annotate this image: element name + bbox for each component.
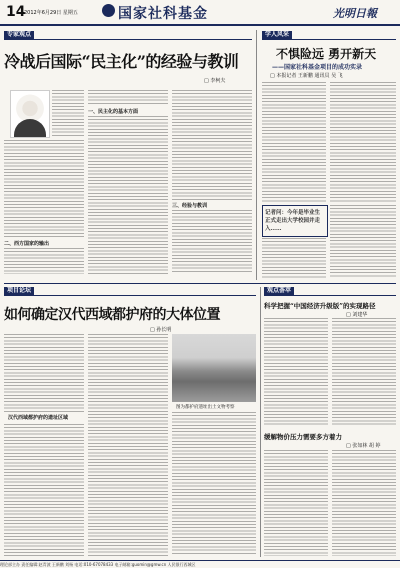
text-block xyxy=(332,318,396,426)
main-subhead-1: 一、民主化的基本方面 xyxy=(88,109,139,115)
main-subhead-3: 三、经验与教训 xyxy=(172,203,208,209)
page-footer: 理论部主办 责任编辑:赵青波 王新鹏 刘杨 电话:010-67078433 电子邮箱:guomin@gmw.cn 人民银行西城区 xyxy=(0,560,400,568)
text-block xyxy=(52,90,84,138)
text-block xyxy=(88,334,168,556)
column-divider xyxy=(256,30,257,280)
archaeological-site-photo xyxy=(172,334,256,402)
main-article-author: □ 李柯夫 xyxy=(204,78,226,84)
scholar-article-author: □ 本报记者 王新鹏 通讯员 吴 飞 xyxy=(270,73,343,79)
issue-date: 2012年6月29日 星期五 xyxy=(24,10,78,16)
forum-article-title: 如何确定汉代西域都护府的大体位置 xyxy=(4,307,220,323)
section-title: 国家社科基金 xyxy=(118,6,208,22)
section-tag-viewpoint: 观点荟萃 xyxy=(264,287,294,295)
forum-article-author: □ 孙长明 xyxy=(150,327,172,333)
text-block xyxy=(172,412,256,556)
page-number: 14 xyxy=(6,4,26,20)
text-block xyxy=(172,90,252,200)
text-block xyxy=(88,116,168,274)
author-portrait xyxy=(10,90,50,138)
newspaper-brand: 光明日報 xyxy=(333,7,377,20)
text-block xyxy=(4,140,84,238)
pull-quote: 记者问：今年是毕业生正式走出大学校园并走入…… xyxy=(265,210,321,232)
horizontal-divider xyxy=(4,283,396,284)
text-block xyxy=(172,210,252,274)
text-block xyxy=(88,90,168,106)
text-block xyxy=(330,82,396,202)
viewpoint-1-author: □ 刘建华 xyxy=(346,312,368,318)
section-rule xyxy=(262,39,396,40)
scholar-article-title: 不惧险远 勇开新天 xyxy=(276,47,377,61)
portrait-suit xyxy=(14,119,46,138)
forum-subhead: 汉代西域都护府的遗址区域 xyxy=(8,415,69,421)
text-block xyxy=(4,424,84,556)
section-tag-project-forum: 项目论坛 xyxy=(4,287,34,295)
text-block xyxy=(330,205,396,278)
viewpoint-1-title: 科学把握“中国经济升级版”的实现路径 xyxy=(264,302,376,310)
main-article-title: 冷战后国际“民主化”的经验与教训 xyxy=(4,52,239,71)
text-block xyxy=(262,82,326,202)
text-block xyxy=(4,248,84,274)
section-rule xyxy=(4,295,256,296)
photo-caption: 图为都护府遗址出土文物考察 xyxy=(176,405,235,410)
text-block xyxy=(332,450,396,556)
text-block xyxy=(4,334,84,412)
text-block xyxy=(264,318,328,426)
viewpoint-2-title: 缓解物价压力需要多方着力 xyxy=(264,433,342,441)
section-tag-expert-view: 专家观点 xyxy=(4,31,34,39)
scholar-article-subtitle: ——国家社科基金项目的成功实录 xyxy=(272,64,363,71)
column-divider xyxy=(260,287,261,557)
section-rule xyxy=(4,39,252,40)
logo-icon xyxy=(102,4,115,17)
main-subhead-2: 二、西方国家的输出 xyxy=(4,241,50,247)
section-rule xyxy=(264,295,396,296)
pull-quote-box xyxy=(262,205,328,237)
viewpoint-2-author: □ 张如林 胡 婷 xyxy=(346,443,381,449)
text-block xyxy=(264,450,328,556)
text-block xyxy=(262,238,326,278)
section-tag-scholar-style: 学人风采 xyxy=(262,31,292,39)
